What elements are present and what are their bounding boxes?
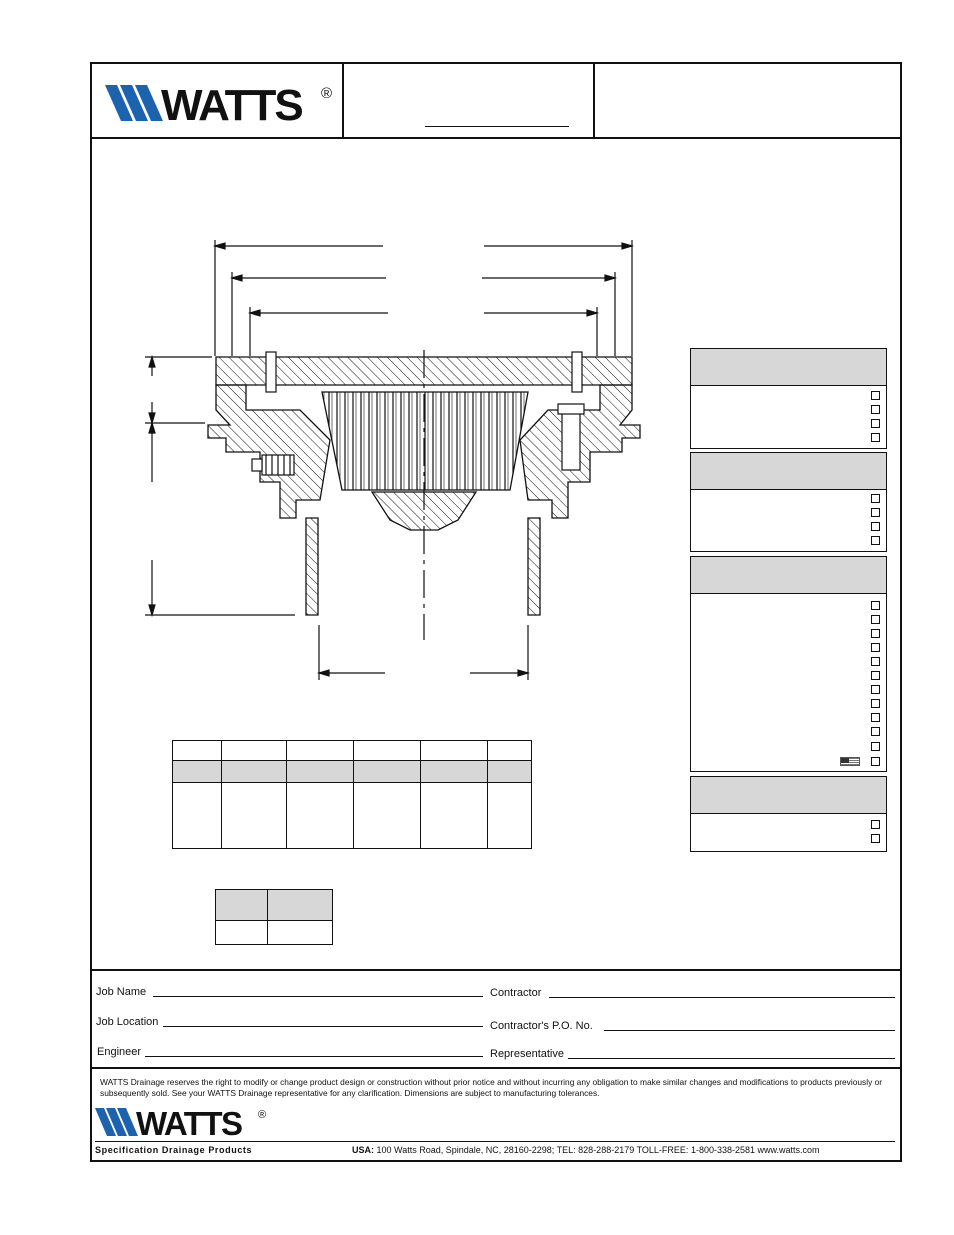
option-checkbox[interactable] bbox=[871, 615, 880, 624]
address-label: USA: bbox=[352, 1145, 374, 1155]
logo-wordmark: WATTS bbox=[161, 82, 302, 124]
header-divider bbox=[90, 137, 902, 139]
option-checkbox[interactable] bbox=[871, 713, 880, 722]
footer-contact bbox=[352, 1145, 820, 1155]
option-checkbox[interactable] bbox=[871, 643, 880, 652]
option-checkbox[interactable] bbox=[871, 671, 880, 680]
option-checkbox[interactable] bbox=[871, 727, 880, 736]
option-checkbox[interactable] bbox=[871, 419, 880, 428]
header-col-divider-1 bbox=[342, 62, 344, 138]
options-panel-4 bbox=[690, 776, 887, 852]
representative-field[interactable] bbox=[568, 1058, 895, 1059]
engineer-field[interactable] bbox=[145, 1056, 483, 1057]
job-name-label: Job Name bbox=[96, 986, 147, 998]
option-checkbox[interactable] bbox=[871, 629, 880, 638]
option-checkbox[interactable] bbox=[871, 405, 880, 414]
option-checkbox[interactable] bbox=[871, 657, 880, 666]
engineer-label: Engineer bbox=[97, 1046, 142, 1058]
option-checkbox[interactable] bbox=[871, 742, 880, 751]
options-panel-3 bbox=[690, 556, 887, 772]
option-checkbox[interactable] bbox=[871, 391, 880, 400]
footer-logo-wordmark: WATTS bbox=[136, 1106, 242, 1138]
job-location-field[interactable] bbox=[163, 1026, 483, 1027]
option-checkbox[interactable] bbox=[871, 834, 880, 843]
options-panel-2 bbox=[690, 452, 887, 552]
dimension-table bbox=[172, 740, 532, 849]
option-checkbox[interactable] bbox=[871, 494, 880, 503]
option-checkbox[interactable] bbox=[871, 699, 880, 708]
tollfree-number: 1-800-338-2581 bbox=[690, 1145, 756, 1155]
option-checkbox[interactable] bbox=[871, 601, 880, 610]
contractor-po-label: Contractor's P.O. No. bbox=[490, 1020, 593, 1032]
option-checkbox[interactable] bbox=[871, 757, 880, 766]
contractor-field[interactable] bbox=[549, 997, 895, 998]
footer-registered-mark: ® bbox=[258, 1109, 267, 1121]
registered-mark: ® bbox=[321, 85, 333, 102]
footer-logo-stripes-icon bbox=[95, 1108, 138, 1136]
option-checkbox[interactable] bbox=[871, 508, 880, 517]
contractor-label: Contractor bbox=[490, 987, 542, 999]
header-underline bbox=[425, 126, 569, 127]
watts-logo bbox=[105, 82, 337, 129]
option-checkbox[interactable] bbox=[871, 820, 880, 829]
option-checkbox[interactable] bbox=[871, 685, 880, 694]
form-top-divider bbox=[90, 969, 902, 971]
option-checkbox[interactable] bbox=[871, 522, 880, 531]
job-name-field[interactable] bbox=[153, 996, 483, 997]
disclaimer-text: WATTS Drainage reserves the right to modify or change product design or construction without prior notice and without incurring any obligation to make similar changes and modifications to products previously or subsequently sold. See your WATTS Drainage representative for any clarification. Dimensions are subject to manufacturing tolerances. bbox=[100, 1077, 883, 1098]
option-checkbox[interactable] bbox=[871, 433, 880, 442]
small-spec-table bbox=[215, 889, 333, 945]
header-col-divider-2 bbox=[593, 62, 595, 138]
options-panel-1 bbox=[690, 348, 887, 449]
us-flag-icon bbox=[840, 757, 860, 766]
form-bottom-divider bbox=[90, 1067, 902, 1069]
drain-section-drawing bbox=[140, 230, 650, 695]
contractor-po-field[interactable] bbox=[604, 1030, 895, 1031]
representative-label: Representative bbox=[490, 1048, 564, 1060]
footer-tagline: Specification Drainage Products bbox=[95, 1145, 253, 1155]
logo-stripes-icon bbox=[105, 85, 163, 121]
tollfree-label: TOLL-FREE: bbox=[636, 1145, 689, 1155]
tel-label: TEL: bbox=[556, 1145, 576, 1155]
job-location-label: Job Location bbox=[96, 1016, 159, 1028]
footer-watts-logo bbox=[95, 1106, 270, 1143]
address-text: 100 Watts Road, Spindale, NC, 28160-2298; bbox=[376, 1145, 555, 1155]
tel-number: 828-288-2179 bbox=[578, 1145, 635, 1155]
option-checkbox[interactable] bbox=[871, 536, 880, 545]
website-link[interactable]: www.watts.com bbox=[757, 1145, 820, 1155]
